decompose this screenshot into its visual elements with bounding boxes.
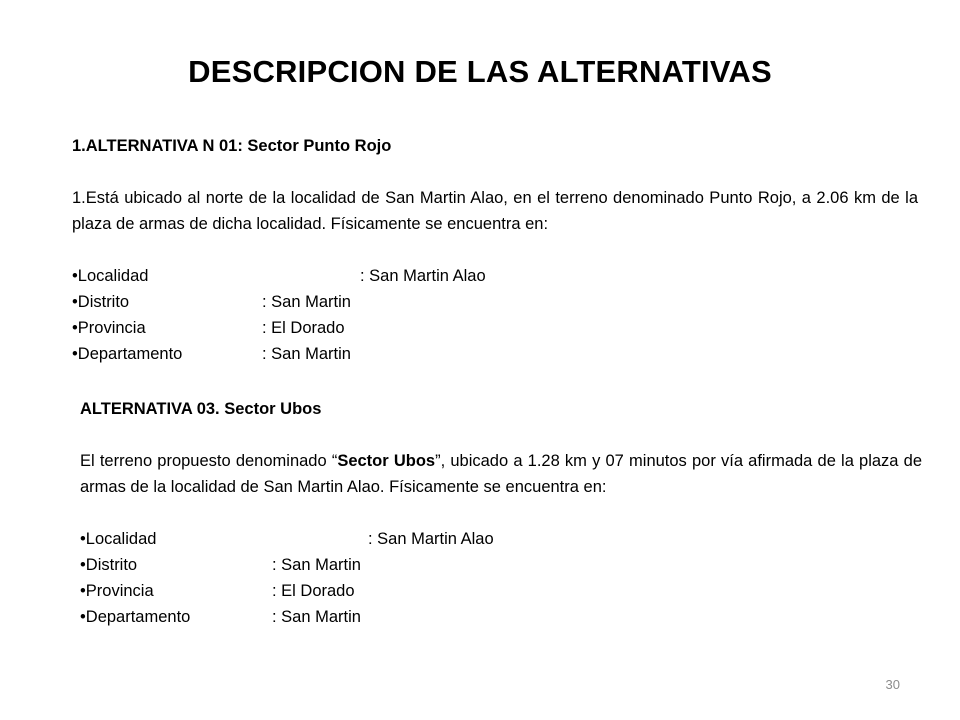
alternative-1-description: 1.Está ubicado al norte de la localidad de San Martin Alao, en el terreno denominado Punto Rojo, a 2.06 km de la plaza de armas de dicha localidad. Físicamente se encuentra en: (72, 189, 918, 233)
page-title: DESCRIPCION DE LAS ALTERNATIVAS (188, 54, 772, 89)
list-item (72, 289, 918, 315)
location-value: : San Martin (272, 556, 361, 574)
list-item (72, 263, 918, 289)
location-value: : San Martin Alao (368, 530, 494, 548)
list-item (80, 526, 922, 552)
description-site-name: Sector Ubos (337, 452, 436, 470)
alternative-1-heading: 1.ALTERNATIVA N 01: Sector Punto Rojo (72, 137, 392, 155)
location-label: •Localidad (80, 530, 157, 548)
list-item (80, 578, 922, 604)
location-label: •Departamento (80, 608, 191, 626)
location-value: : El Dorado (272, 582, 355, 600)
list-item (72, 341, 918, 367)
location-value: : San Martin Alao (360, 267, 486, 285)
location-label: •Provincia (80, 582, 154, 600)
alternative-1-section (72, 133, 918, 367)
page-number: 30 (885, 677, 900, 692)
location-label: •Localidad (72, 267, 149, 285)
description-text-end: ”, ubicado a 1.28 km y 07 minutos por vía afirmada de la plaza de armas de la localidad de San Martin Alao. Físicamente se encuentra en: (80, 452, 923, 496)
location-value: : San Martin (272, 608, 361, 626)
location-label: •Departamento (72, 345, 183, 363)
alternative-3-section (80, 396, 922, 630)
list-item (80, 552, 922, 578)
alternative-3-heading: ALTERNATIVA 03. Sector Ubos (80, 400, 322, 418)
location-label: •Distrito (72, 293, 130, 311)
description-text-start: El terreno propuesto denominado “ (80, 452, 338, 470)
list-item (80, 604, 922, 630)
location-value: : El Dorado (262, 319, 345, 337)
alternative-3-description (80, 448, 922, 500)
location-value: : San Martin (262, 293, 351, 311)
location-label: •Provincia (72, 319, 146, 337)
alternative-3-location-list (80, 526, 922, 630)
location-label: •Distrito (80, 556, 138, 574)
alternative-1-location-list (72, 263, 918, 367)
list-item (72, 315, 918, 341)
location-value: : San Martin (262, 345, 351, 363)
